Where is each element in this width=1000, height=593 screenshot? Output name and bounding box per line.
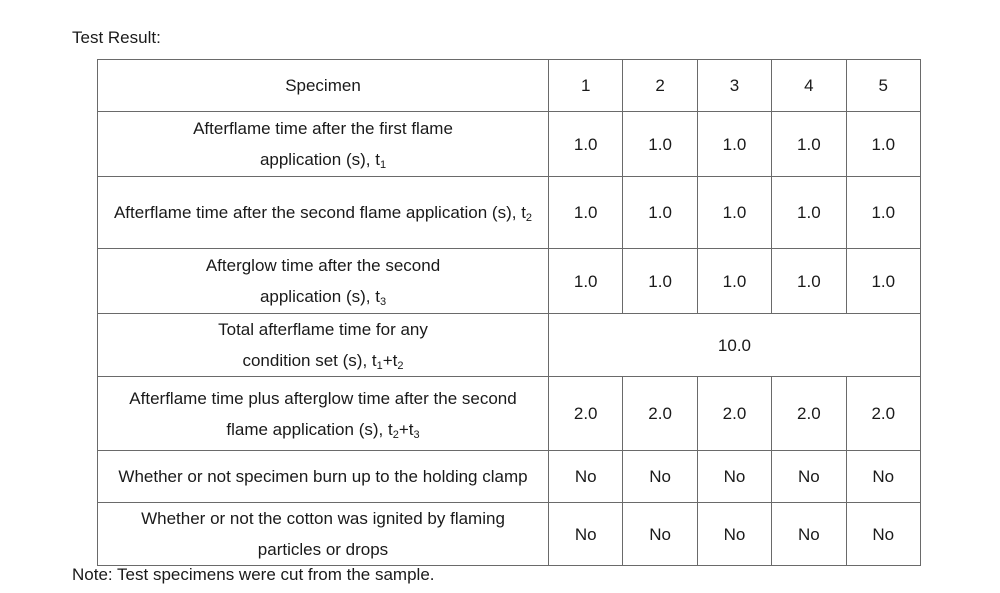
row-label: Whether or not specimen burn up to the holding clamp (98, 451, 549, 503)
cell-value: 2.0 (846, 377, 920, 451)
cell-value: 1.0 (772, 177, 846, 249)
test-result-table (97, 59, 921, 566)
row-label: Afterglow time after the second application (s), $t_3$ (98, 249, 549, 314)
table-header-row (98, 60, 921, 112)
table-row (98, 377, 921, 451)
table-row (98, 314, 921, 377)
cell-value: 1.0 (846, 177, 920, 249)
cell-value: 1.0 (697, 249, 771, 314)
cell-value: 1.0 (772, 112, 846, 177)
cell-value: 1.0 (846, 249, 920, 314)
cell-value: 1.0 (772, 249, 846, 314)
header-column: 3 (697, 60, 771, 112)
header-specimen: Specimen (98, 60, 549, 112)
table-row (98, 112, 921, 177)
cell-value: 1.0 (623, 112, 697, 177)
cell-value: No (549, 503, 623, 566)
row-label: Afterflame time plus afterglow time after the second flame application (s), $t_2+t_3$ (98, 377, 549, 451)
header-column: 5 (846, 60, 920, 112)
cell-value: No (846, 451, 920, 503)
cell-value-total: 10.0 (549, 314, 921, 377)
section-heading: Test Result: (72, 28, 161, 47)
row-label: Afterflame time after the first flame application (s), $t_1$ (98, 112, 549, 177)
table-row (98, 451, 921, 503)
table-row (98, 503, 921, 566)
header-column: 4 (772, 60, 846, 112)
cell-value: No (623, 503, 697, 566)
cell-value: 1.0 (549, 249, 623, 314)
cell-value: 1.0 (549, 112, 623, 177)
cell-value: No (697, 451, 771, 503)
cell-value: 1.0 (549, 177, 623, 249)
cell-value: 1.0 (623, 177, 697, 249)
cell-value: 1.0 (846, 112, 920, 177)
table-row (98, 249, 921, 314)
cell-value: No (772, 451, 846, 503)
cell-value: 1.0 (623, 249, 697, 314)
cell-value: No (697, 503, 771, 566)
cell-value: No (772, 503, 846, 566)
cell-value: 1.0 (697, 177, 771, 249)
cell-value: 2.0 (549, 377, 623, 451)
cell-value: 2.0 (623, 377, 697, 451)
cell-value: 2.0 (772, 377, 846, 451)
header-column: 1 (549, 60, 623, 112)
cell-value: No (846, 503, 920, 566)
cell-value: No (623, 451, 697, 503)
cell-value: No (549, 451, 623, 503)
header-column: 2 (623, 60, 697, 112)
cell-value: 2.0 (697, 377, 771, 451)
table-note: Note: Test specimens were cut from the sample. (72, 565, 435, 584)
row-label: Total afterflame time for any condition set (s), $t_1+t_2$ (98, 314, 549, 377)
table-row (98, 177, 921, 249)
cell-value: 1.0 (697, 112, 771, 177)
row-label: Afterflame time after the second flame application (s), $t_2$ (98, 177, 549, 249)
row-label: Whether or not the cotton was ignited by flaming particles or drops (98, 503, 549, 566)
